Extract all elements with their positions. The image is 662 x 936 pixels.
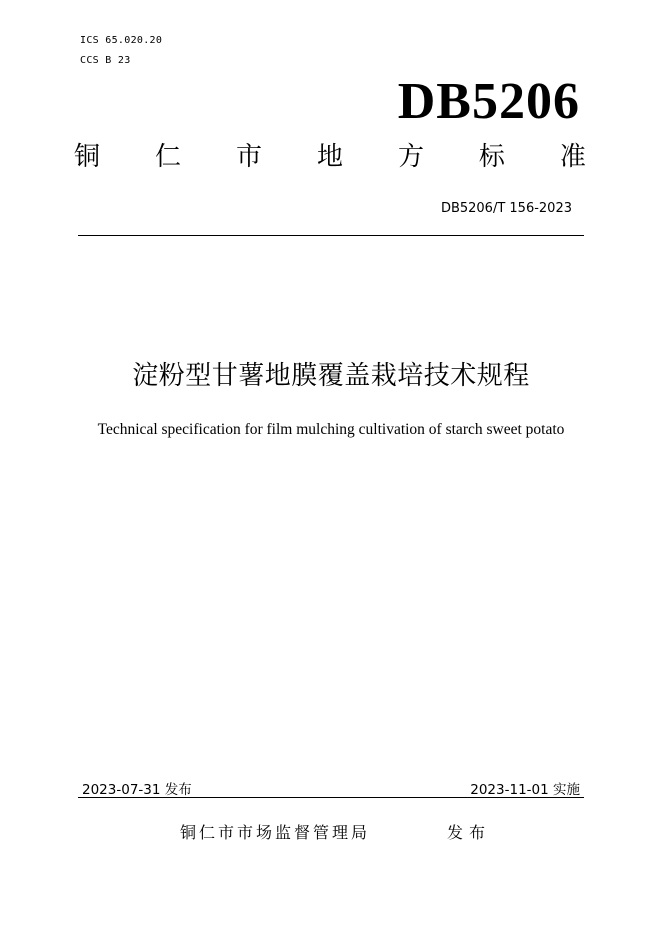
- ics-code: ICS 65.020.20: [80, 35, 163, 46]
- standard-type-char: 标: [478, 142, 505, 172]
- bottom-divider: [78, 797, 584, 798]
- issuing-authority: 铜仁市市场监督管理局: [180, 823, 371, 842]
- implementation-date: 2023-11-01 实施: [470, 782, 580, 798]
- document-title-english: Technical specification for film mulching cultivation of starch sweet potato: [97, 421, 565, 438]
- standard-type-char: 方: [397, 142, 424, 172]
- standard-type-char: 准: [559, 142, 586, 172]
- standard-number: DB5206/T 156-2023: [440, 201, 572, 216]
- standard-type-char: 仁: [154, 142, 181, 172]
- standard-type: [74, 144, 586, 170]
- issue-label: 发布: [447, 823, 492, 842]
- standard-type-char: 铜: [74, 142, 101, 172]
- standard-type-char: 地: [316, 142, 343, 172]
- top-divider: [78, 235, 584, 236]
- document-title: 淀粉型甘薯地膜覆盖栽培技术规程: [132, 361, 530, 391]
- standard-code: DB5206: [397, 73, 580, 130]
- issue-date: 2023-07-31 发布: [82, 782, 192, 798]
- standard-type-char: 市: [235, 142, 262, 172]
- ccs-code: CCS B 23: [80, 55, 131, 66]
